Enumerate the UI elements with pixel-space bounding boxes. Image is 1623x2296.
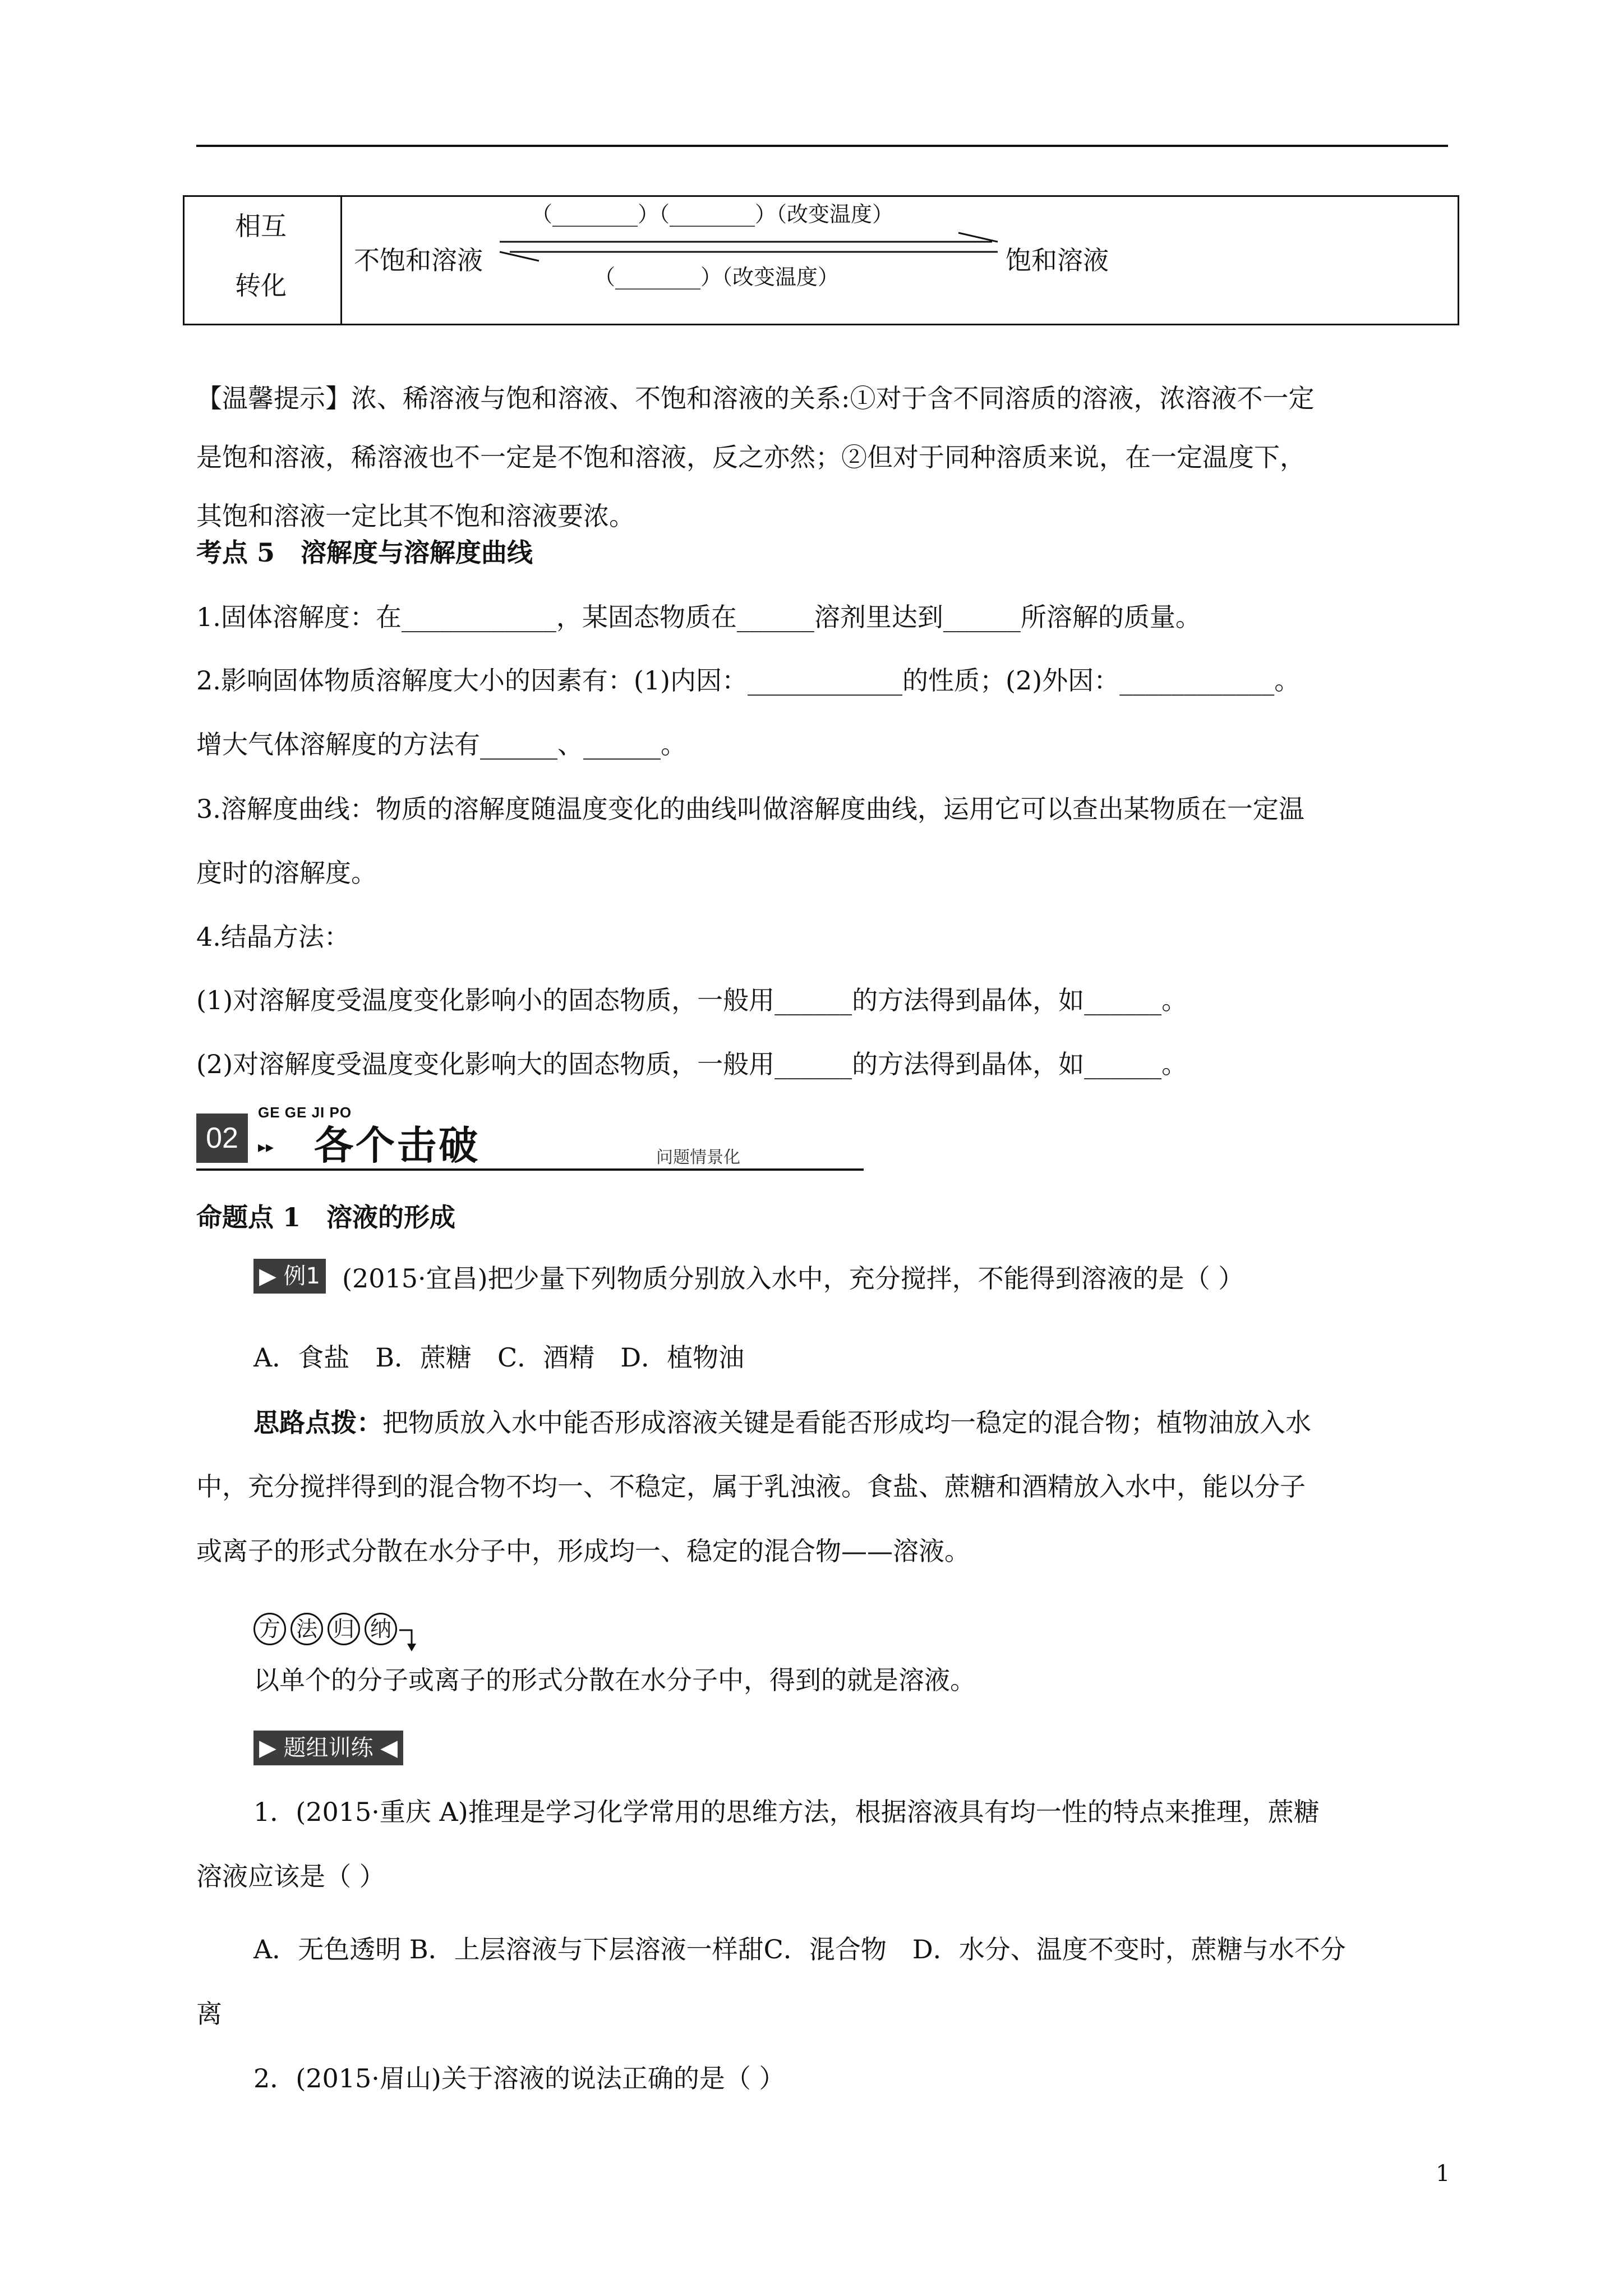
double-arrow-icon: ▸▸: [258, 1138, 274, 1156]
method-char-2: 法: [291, 1613, 323, 1645]
lower-condition: （________）（改变温度）: [594, 265, 840, 289]
tip-line3: 其饱和溶液一定比其不饱和溶液要浓。: [196, 501, 635, 531]
method-text: 以单个的分子或离子的形式分散在水分子中，得到的就是溶液。: [253, 1665, 976, 1695]
conversion-table: [183, 195, 1459, 325]
hint-line3: 或离子的形式分散在水分子中，形成均一、稳定的混合物——溶液。: [196, 1536, 970, 1566]
section-heading-kaodian5: 考点 5 溶解度与溶解度曲线: [196, 537, 533, 568]
tip-line2: 是饱和溶液，稀溶液也不一定是不饱和溶液，反之亦然；②但对于同种溶质来说，在一定温度下，: [196, 442, 1306, 472]
kaodian5-item3b: 度时的溶解度。: [196, 858, 377, 888]
hint-text1: 把物质放入水中能否形成溶液关键是看能否形成均一稳定的混合物；植物油放入水: [382, 1407, 1311, 1438]
kaodian5-item4a: (1)对溶解度受温度变化影响小的固态物质，一般用______的方法得到晶体，如______。: [196, 985, 1188, 1015]
training-tag-label: 题组训练: [283, 1735, 374, 1761]
section-subtitle: GE GE JI PO: [258, 1104, 352, 1121]
example-tag: [253, 1259, 326, 1294]
table-label-cell: [185, 197, 342, 324]
down-arrow-icon: [398, 1626, 421, 1654]
hint-line2: 中，充分搅拌得到的混合物不均一、不稳定，属于乳浊液。食盐、蔗糖和酒精放入水中，能以分子: [196, 1471, 1306, 1502]
training-tag: [253, 1731, 403, 1765]
kaodian5-item2: 2.影响固体物质溶解度大小的因素有：(1)内因：____________的性质；(2)外因：____________。: [196, 665, 1301, 696]
play-icon: ▶: [259, 1735, 284, 1761]
q1-options-cont: 离: [196, 1999, 222, 2029]
kaodian5-item1: 1.固体溶解度：在____________，某固态物质在______溶剂里达到______所溶解的质量。: [196, 602, 1201, 632]
header-rule: [196, 145, 1448, 147]
q2-line1: 2．(2015·眉山)关于溶液的说法正确的是（ ）: [253, 2063, 785, 2093]
unsaturated-solution-label: 不饱和溶液: [354, 245, 483, 275]
page-number: 1: [1436, 2161, 1450, 2187]
section-title: 各个击破: [314, 1122, 480, 1168]
method-char-1: 方: [253, 1613, 286, 1645]
hint-label: 思路点拨：: [253, 1407, 382, 1438]
tip-line1: 【温馨提示】浓、稀溶液与饱和溶液、不饱和溶液的关系:①对于含不同溶质的溶液，浓溶液不一定: [196, 383, 1315, 413]
method-char-3: 归: [328, 1613, 360, 1645]
table-label-line1: 相互: [235, 211, 287, 241]
mingti1-heading: 命题点 1 溶液的形成: [196, 1202, 456, 1232]
kaodian5-item3: 3.溶解度曲线：物质的溶解度随温度变化的曲线叫做溶解度曲线，运用它可以查出某物质在一定温: [196, 794, 1304, 824]
method-char-4: 纳: [365, 1613, 397, 1645]
section-rule: [196, 1168, 864, 1171]
example-options: A．食盐 B．蔗糖 C．酒精 D．植物油: [253, 1342, 745, 1373]
hint-line1: [253, 1406, 1311, 1439]
play-icon: ▶: [259, 1263, 284, 1289]
play-left-icon: ◀: [373, 1735, 398, 1761]
section-number: 02: [206, 1122, 238, 1154]
kaodian5-item4b: (2)对溶解度受温度变化影响大的固态物质，一般用______的方法得到晶体，如______。: [196, 1049, 1188, 1079]
reversible-arrow-icon: [499, 229, 1003, 269]
q1-line2: 溶液应该是（ ）: [196, 1861, 385, 1892]
table-label-line2: 转化: [235, 270, 287, 301]
kaodian5-item4: 4.结晶方法：: [196, 922, 350, 952]
kaodian5-item2b: 增大气体溶解度的方法有______、______。: [196, 729, 686, 760]
saturated-solution-label: 饱和溶液: [1006, 245, 1109, 275]
example-question: (2015·宜昌)把少量下列物质分别放入水中，充分搅拌，不能得到溶液的是（ ）: [342, 1263, 1244, 1294]
example-tag-label: 例1: [283, 1263, 320, 1289]
q1-options: A．无色透明 B．上层溶液与下层溶液一样甜C．混合物 D．水分、温度不变时，蔗糖与水不分: [253, 1934, 1346, 1964]
q1-line1: 1．(2015·重庆 A)推理是学习化学常用的思维方法，根据溶液具有均一性的特点来推理，蔗糖: [253, 1797, 1320, 1827]
upper-condition: （________）（________）（改变温度）: [531, 202, 894, 227]
section-note: 问题情景化: [656, 1148, 740, 1167]
